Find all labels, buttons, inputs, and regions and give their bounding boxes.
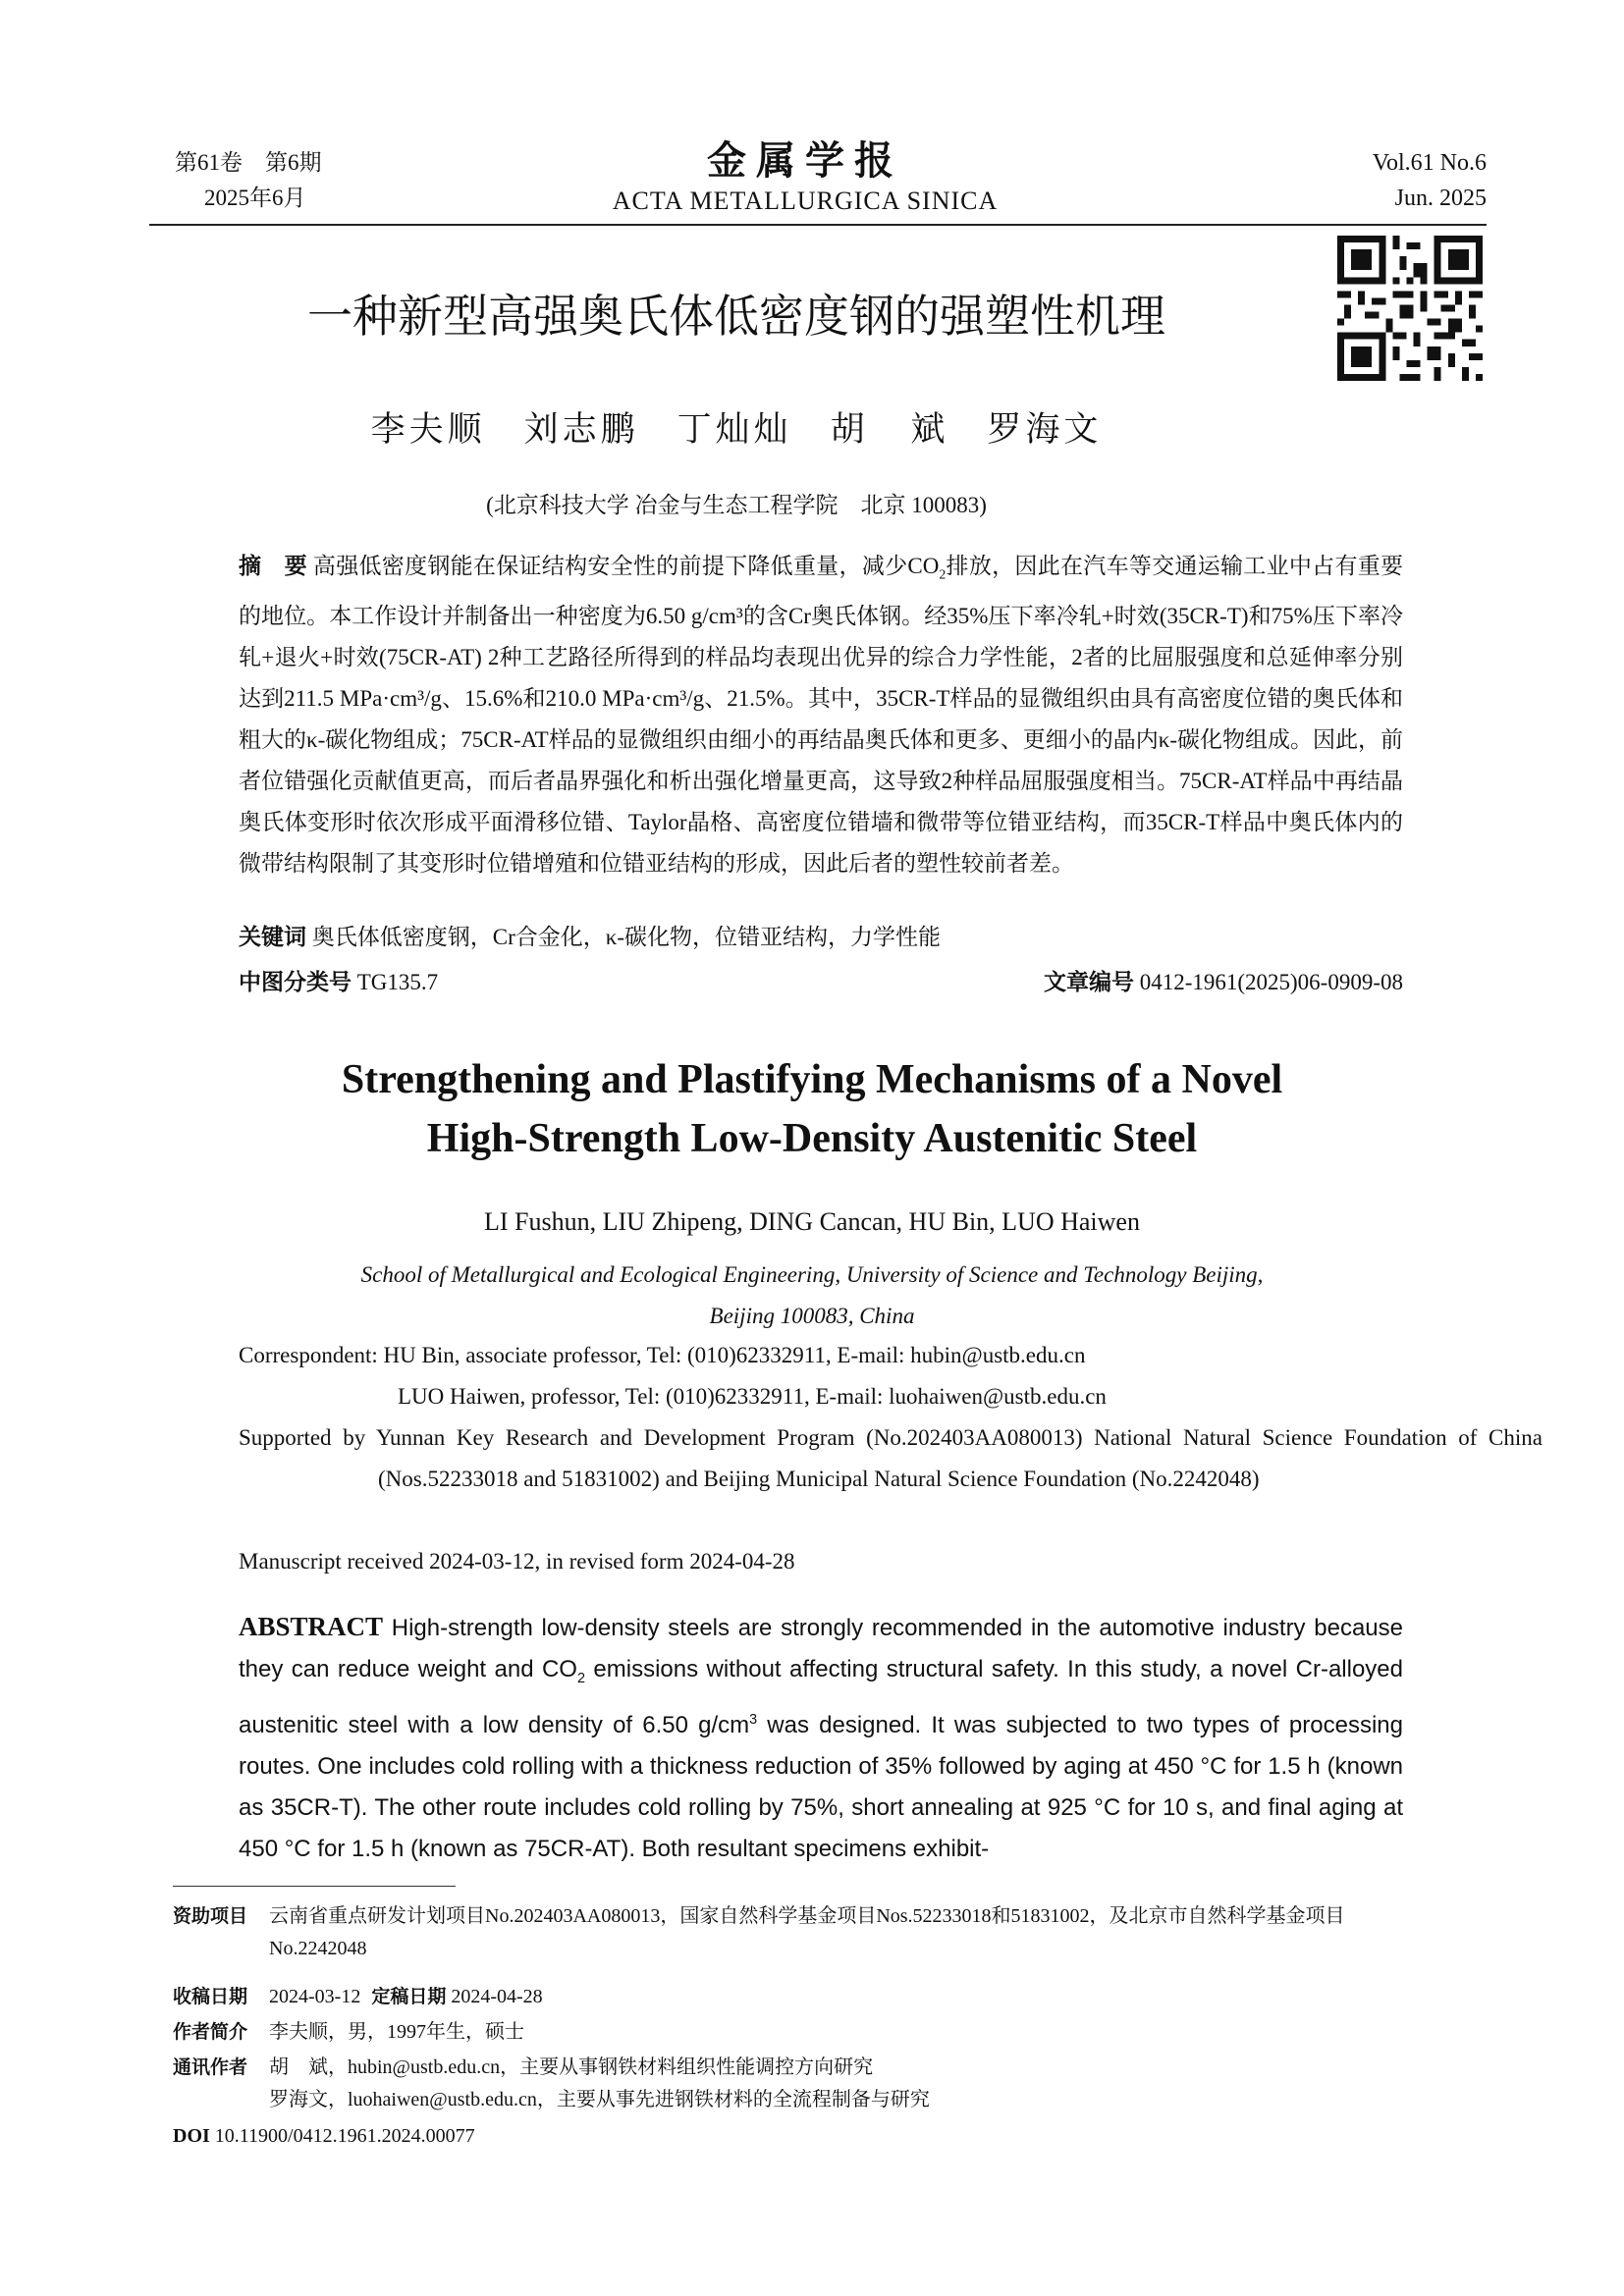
abstract-cn-text-2: 排放，因此在汽车等交通运输工业中占有重要的地位。本工作设计并制备出一种密度为6.50 g/cm³的含Cr奥氏体钢。经35%压下率冷轧+时效(35CR-T)和75%压下率冷轧+退火+时效(75CR-AT) 2种工艺路径所得到的样品均表现出优异的综合力学性能，2者的比屈服强度和总延伸率分别达到211.5 MPa·cm³/g、15.6%和210.0 MPa·cm³/g、21.5%。其中，35CR-T样品的显微组织由具有高密度位错的奥氏体和粗大的κ-碳化物组成；75CR-AT样品的显微组织由细小的再结晶奥氏体和更多、更细小的晶内κ-碳化物组成。因此，前者位错强化贡献值更高，而后者晶界强化和析出强化增量更高，这导致2种样品屈服强度相当。75CR-AT样品中再结晶奥氏体变形时依次形成平面滑移位错、Taylor晶格、高密度位错墙和微带等位错亚结构，而35CR-T样品中奥氏体内的微带结构限制了其变形时位错增殖和位错亚结构的形成，因此后者的塑性较前者差。 <box>239 554 1404 876</box>
date-en: Jun. 2025 <box>1394 186 1487 211</box>
correspondent <box>239 1335 1403 1417</box>
revised-label: 定稿日期 <box>371 1986 447 2007</box>
footnote-correspondence <box>173 2052 1410 2116</box>
header-left <box>175 145 322 216</box>
funding-label: 资助项目 <box>173 1905 248 1927</box>
footnote-funding <box>173 1900 1410 1965</box>
abstract-cn <box>239 546 1403 884</box>
author-label: 作者简介 <box>173 2021 248 2043</box>
abstract-en-sub: 2 <box>576 1670 585 1686</box>
affiliation-en-line2: Beijing 100083, China <box>709 1304 915 1328</box>
corr-label: 通讯作者 <box>173 2056 248 2078</box>
received-value: 2024-03-12 <box>269 1986 361 2007</box>
abstract-en-text-3: was designed. It was subjected to two types of processing routes. One includes cold rolling with a thickness reduction of 35% followed by aging at 450 °C for 1.5 h (known as 35CR-T). The other route includes cold rolling by 75%, short annealing at 925 °C for 10 s, and final aging at 450 °C for 1.5 h (known as 75CR-AT). Both resultant specimens exhibit- <box>239 1711 1403 1862</box>
received-label: 收稿日期 <box>173 1986 248 2007</box>
journal-masthead <box>550 137 1060 218</box>
clc-label: 中图分类号 <box>239 970 352 995</box>
abstract-cn-label: 摘 要 <box>239 554 307 579</box>
correspondent-line1: Correspondent: HU Bin, associate professor, Tel: (010)62332911, E-mail: hubin@ustb.edu.cn <box>239 1343 1086 1367</box>
affiliation-cn: (北京科技大学 冶金与生态工程学院 北京 100083) <box>486 493 987 517</box>
keywords-cn-label: 关键词 <box>239 925 306 950</box>
footnote-author <box>173 2016 1410 2049</box>
author-text: 李夫顺，男，1997年生，硕士 <box>269 2021 524 2043</box>
doi-label: DOI <box>173 2125 210 2147</box>
abstract-en <box>239 1606 1403 1870</box>
authors-en: LI Fushun, LIU Zhipeng, DING Cancan, HU Bin, LUO Haiwen <box>484 1207 1140 1236</box>
abstract-en-text-1: High-strength low-density steels are strongly recommended in the automotive industry because they can reduce weight and CO <box>239 1615 1404 1682</box>
corr-line2: 罗海文，luohaiwen@ustb.edu.cn，主要从事先进钢铁材料的全流程制备与研究 <box>269 2089 930 2110</box>
authors-cn: 李夫顺 刘志鹏 丁灿灿 胡 斌 罗海文 <box>370 410 1103 449</box>
paper-title-en-line1: Strengthening and Plastifying Mechanisms of a Novel <box>341 1057 1283 1102</box>
paper-title-cn: 一种新型高强奥氏体低密度钢的强塑性机理 <box>307 290 1165 343</box>
keywords-cn <box>239 917 1403 958</box>
journal-name-cn: 金属学报 <box>707 138 903 183</box>
funding-text: 云南省重点研发计划项目No.202403AA080013，国家自然科学基金项目Nos.52233018和51831002，及北京市自然科学基金项目No.2242048 <box>269 1905 1345 1959</box>
revised-value: 2024-04-28 <box>451 1986 543 2007</box>
volume-cn: 第61卷 第6期 <box>175 150 322 175</box>
paper-title-en <box>147 1050 1477 1168</box>
footnote-dates <box>173 1981 1410 2013</box>
manuscript-dates: Manuscript received 2024-03-12, in revised form 2024-04-28 <box>239 1549 795 1574</box>
article-label: 文章编号 <box>1043 970 1134 995</box>
supported-by: Supported by Yunnan Key Research and Development Program (No.202403AA080013) National Natural Science Foundation of China (Nos.52233018 and 51831002) and Beijing Municipal Natural Science Foundation (No.2242048) <box>239 1425 1543 1491</box>
abstract-en-label: ABSTRACT <box>239 1612 384 1641</box>
article-value: 0412-1961(2025)06-0909-08 <box>1139 970 1403 994</box>
clc-value: TG135.7 <box>356 970 439 994</box>
abstract-cn-text-1: 高强低密度钢能在保证结构安全性的前提下降低重量，减少CO <box>312 554 940 578</box>
clc-number <box>239 964 438 996</box>
doi-value: 10.11900/0412.1961.2024.00077 <box>214 2125 475 2147</box>
keywords-cn-text: 奥氏体低密度钢，Cr合金化，κ-碳化物，位错亚结构，力学性能 <box>311 925 941 949</box>
volume-en: Vol.61 No.6 <box>1372 150 1487 176</box>
affiliation-en <box>295 1255 1329 1337</box>
header-rule <box>149 224 1487 226</box>
affiliation-en-line1: School of Metallurgical and Ecological Engineering, University of Science and Technology Beijing, <box>360 1262 1264 1287</box>
date-cn: 2025年6月 <box>204 186 306 210</box>
footnote-doi <box>173 2120 1410 2153</box>
article-number <box>1044 964 1403 996</box>
correspondent-line2: LUO Haiwen, professor, Tel: (010)62332911, E-mail: luohaiwen@ustb.edu.cn <box>398 1384 1107 1409</box>
classification-row <box>239 964 1403 996</box>
journal-name-en: ACTA METALLURGICA SINICA <box>612 187 999 215</box>
footnote-rule <box>173 1886 456 1887</box>
corr-line1: 胡 斌，hubin@ustb.edu.cn，主要从事钢铁材料组织性能调控方向研究 <box>269 2056 874 2078</box>
abstract-en-sup: 3 <box>749 1711 758 1728</box>
paper-title-en-line2: High-Strength Low-Density Austenitic Steel <box>426 1116 1198 1161</box>
abstract-en-text-2: emissions without affecting structural safety. In this study, a novel Cr-alloyed austenitic steel with a low density of 6.50 g/cm <box>239 1656 1404 1738</box>
header-right <box>1373 145 1487 216</box>
abstract-cn-sub: 2 <box>939 566 947 582</box>
qr-code-icon <box>1337 236 1483 381</box>
